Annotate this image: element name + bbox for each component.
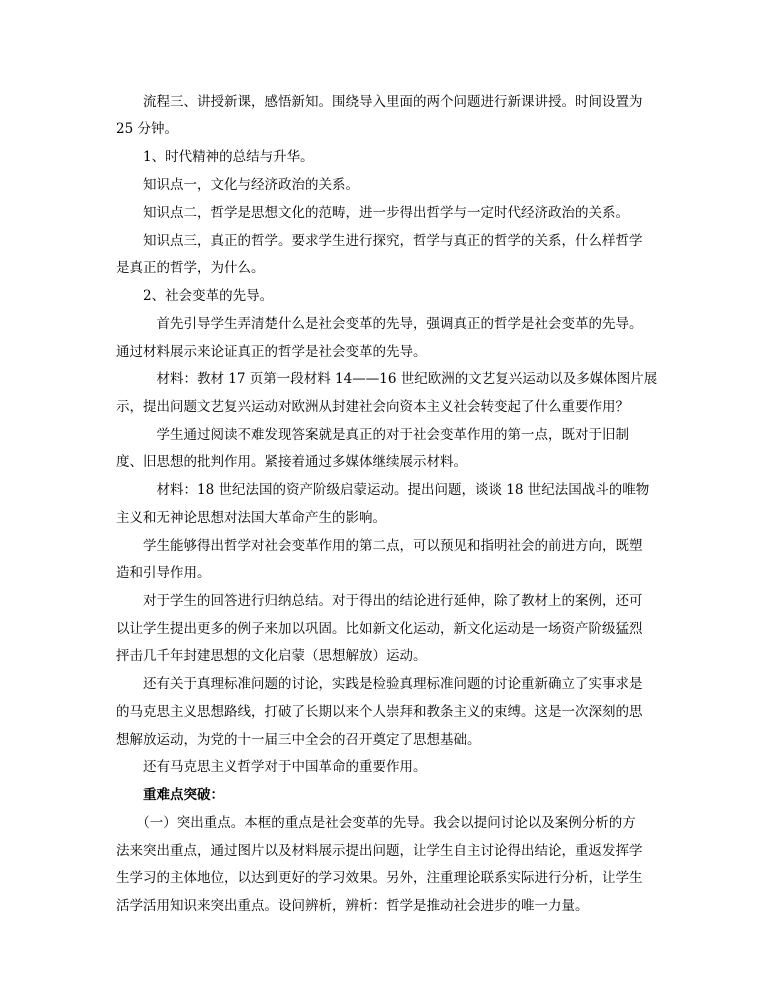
- text-line: 材料：教材 17 页第一段材料 14——16 世纪欧洲的文艺复兴运动以及多媒体图片展: [116, 371, 658, 387]
- text-line: 材料：18 世纪法国的资产阶级启蒙运动。提出问题，谈谈 18 世纪法国战斗的唯物: [116, 482, 650, 498]
- text-line: 25 分钟。: [116, 121, 178, 137]
- text-line: 法来突出重点，通过图片以及材料展示提出问题，让学生自主讨论得出结论，重返发挥学: [116, 843, 643, 859]
- section-heading: 重难点突破：: [116, 787, 224, 803]
- text-line: 通过材料展示来论证真正的哲学是社会变革的先导。: [116, 344, 427, 360]
- text-line: 还有马克思主义哲学对于中国革命的重要作用。: [116, 759, 427, 775]
- text-line: 示，提出问题文艺复兴运动对欧洲从封建社会向资本主义社会转变起了什么重要作用？: [116, 399, 629, 415]
- text-line: 是真正的哲学，为什么。: [116, 260, 265, 276]
- text-line: 1、时代精神的总结与升华。: [116, 149, 314, 165]
- text-line: 学生能够得出哲学对社会变革作用的第二点，可以预见和指明社会的前进方向，既塑: [116, 538, 643, 554]
- text-line: 的马克思主义思想路线，打破了长期以来个人崇拜和教条主义的束缚。这是一次深刻的思: [116, 704, 643, 720]
- text-line: 生学习的主体地位，以达到更好的学习效果。另外，注重理论联系实际进行分析，让学生: [116, 870, 643, 886]
- text-line: 2、社会变革的先导。: [116, 288, 274, 304]
- text-line: 流程三、讲授新课，感悟新知。围绕导入里面的两个问题进行新课讲授。时间设置为: [116, 94, 643, 110]
- text-line: 知识点一，文化与经济政治的关系。: [116, 177, 359, 193]
- text-line: 学生通过阅读不难发现答案就是真正的对于社会变革作用的第一点，既对于旧制: [116, 427, 629, 443]
- text-line: 抨击几千年封建思想的文化启蒙（思想解放）运动。: [116, 648, 427, 664]
- text-line: 知识点三，真正的哲学。要求学生进行探究，哲学与真正的哲学的关系，什么样哲学: [116, 233, 643, 249]
- text-line: 知识点二，哲学是思想文化的范畴，进一步得出哲学与一定时代经济政治的关系。: [116, 205, 629, 221]
- text-line: 首先引导学生弄清楚什么是社会变革的先导，强调真正的哲学是社会变革的先导。: [116, 316, 643, 332]
- text-line: 活学活用知识来突出重点。设问辨析，辨析：哲学是推动社会进步的唯一力量。: [116, 898, 589, 914]
- text-line: 以让学生提出更多的例子来加以巩固。比如新文化运动，新文化运动是一场资产阶级猛烈: [116, 621, 643, 637]
- text-line: 主义和无神论思想对法国大革命产生的影响。: [116, 510, 386, 526]
- text-line: 对于学生的回答进行归纳总结。对于得出的结论进行延伸，除了教材上的案例，还可: [116, 593, 643, 609]
- text-line: 造和引导作用。: [116, 565, 211, 581]
- text-line: （一）突出重点。本框的重点是社会变革的先导。我会以提问讨论以及案例分析的方: [116, 815, 636, 831]
- text-line: 想解放运动，为党的十一届三中全会的召开奠定了思想基础。: [116, 732, 481, 748]
- text-line: 度、旧思想的批判作用。紧接着通过多媒体继续展示材料。: [116, 454, 467, 470]
- text-line: 还有关于真理标准问题的讨论，实践是检验真理标准问题的讨论重新确立了实事求是: [116, 676, 643, 692]
